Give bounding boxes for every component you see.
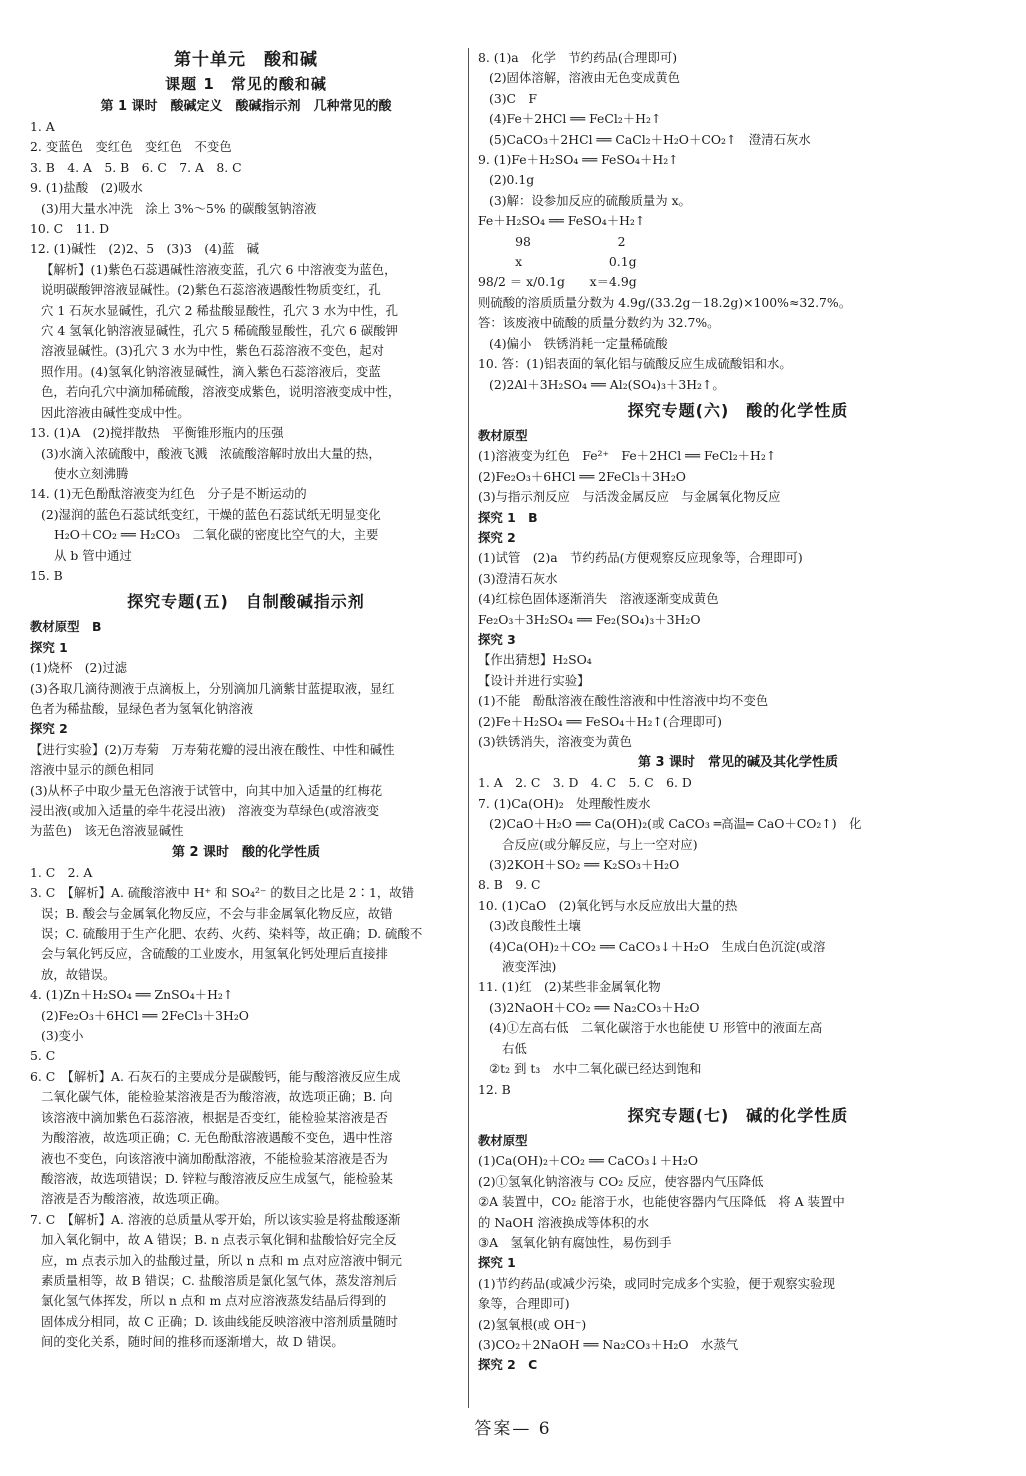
answer-line: 8. (1)a 化学 节约药品(合理即可) — [478, 50, 678, 65]
answer-line: (1)不能 酚酞溶液在酸性溶液和中性溶液中均不变色 — [478, 693, 769, 709]
block-label: 探究 1 — [30, 639, 68, 655]
answer-line: 使水立刻沸腾 — [54, 465, 129, 481]
answer-line: 5. C — [30, 1048, 56, 1064]
answer-line: 应，m 点表示加入的盐酸过量，所以 n 点和 m 点对应溶液中铜元 — [41, 1252, 402, 1268]
block-label: 探究 1 — [478, 1255, 516, 1271]
answer-line: (4)①左高右低 二氧化碳溶于水也能使 U 形管中的液面左高 — [489, 1020, 823, 1036]
left-column — [30, 48, 462, 1353]
topic-title: 探究专题(七) 碱的化学性质 — [627, 1105, 849, 1125]
answer-line: (1)Ca(OH)₂＋CO₂ ══ CaCO₃↓＋H₂O — [478, 1153, 698, 1169]
section-title: 第 1 课时 酸碱定义 酸碱指示剂 几种常见的酸 — [100, 99, 392, 114]
block-label: 探究 1 B — [478, 509, 538, 525]
answer-line: 会与氧化钙反应，含硫酸的工业废水，用氢氧化钙处理后直接排 — [41, 946, 388, 962]
answer-line: 溶液显碱性。(3)孔穴 3 水为中性，紫色石蕊溶液不变色，起对 — [41, 343, 385, 359]
answer-line: (2)2Al＋3H₂SO₄ ══ Al₂(SO₄)₃＋3H₂↑。 — [489, 376, 725, 392]
answer-line: 照作用。(4)氢氧化钠溶液显碱性，滴入紫色石蕊溶液后，变蓝 — [41, 363, 381, 379]
answer-line: 10. C 11. D — [30, 221, 110, 237]
answer-line: 98/2 ＝ x/0.1g x＝4.9g — [478, 274, 637, 290]
answer-line: 3. C 【解析】A. 硫酸溶液中 H⁺ 和 SO₄²⁻ 的数目之比是 2∶1，故错 — [30, 885, 414, 901]
answer-line: 1. A 2. C 3. D 4. C 5. C 6. D — [478, 775, 692, 791]
answer-line: 7. C 【解析】A. 溶液的总质量从零开始，所以该实验是将盐酸逐渐 — [30, 1211, 401, 1227]
answer-line: 氯化氢气体挥发，所以 n 点和 m 点对应溶液蒸发结晶后得到的 — [41, 1293, 387, 1309]
answer-line: 【解析】(1)紫色石蕊遇碱性溶液变蓝，孔穴 6 中溶液变为蓝色， — [41, 261, 397, 277]
answer-line: 合反应(或分解反应，与上一空对应) — [502, 836, 698, 852]
answer-line: (3)2NaOH＋CO₂ ══ Na₂CO₃＋H₂O — [489, 999, 700, 1015]
answer-line: 8. B 9. C — [478, 877, 541, 893]
unit-title: 第十单元 酸和碱 — [174, 50, 318, 70]
answer-line: ②t₂ 到 t₃ 水中二氧化碳已经达到饱和 — [489, 1061, 702, 1077]
answer-line: 素质量相等，故 B 错误；C. 盐酸溶质是氯化氢气体，蒸发溶剂后 — [41, 1272, 398, 1288]
block-label: 探究 2 — [478, 529, 516, 545]
page-footer: 答案— 6 — [474, 1419, 552, 1439]
answer-line: (1)试管 (2)a 节约药品(方便观察反应现象等，合理即可) — [478, 550, 803, 566]
answer-line: (2)固体溶解，溶液由无色变成黄色 — [489, 70, 681, 86]
answer-line: ③A 氢氧化钠有腐蚀性，易伤到手 — [478, 1234, 672, 1250]
answer-line: 【进行实验】(2)万寿菊 万寿菊花瓣的浸出液在酸性、中性和碱性 — [30, 741, 395, 757]
answer-line: 4. (1)Zn＋H₂SO₄ ══ ZnSO₄＋H₂↑ — [30, 987, 234, 1003]
right-column — [478, 48, 998, 1376]
answer-line: 液也不变色，向该溶液中滴加酚酞溶液，不能检验某溶液是否为 — [41, 1150, 388, 1166]
answer-line: (3)水滴入浓硫酸中，酸液飞溅 浓硫酸溶解时放出大量的热， — [41, 445, 381, 461]
answer-line: (2)CaO＋H₂O ══ Ca(OH)₂(或 CaCO₃ ═高温═ CaO＋CO₂↑) 化 — [489, 816, 862, 832]
answer-line: (3)澄清石灰水 — [478, 570, 558, 586]
answer-line: 2. 变蓝色 变红色 变红色 不变色 — [30, 139, 232, 155]
answer-line: (3)C F — [489, 90, 538, 106]
answer-line: (2)湿润的蓝色石蕊试纸变红，干燥的蓝色石蕊试纸无明显变化 — [41, 506, 381, 522]
answer-line: (1)节约药品(或减少污染，或同时完成多个实验，便于观察实验现 — [478, 1275, 835, 1291]
answer-line: 答：该废液中硫酸的质量分数约为 32.7%。 — [478, 315, 720, 331]
answer-line: 说明碳酸钾溶液显碱性。(2)紫色石蕊溶液遇酸性物质变红，孔 — [41, 282, 381, 298]
answer-line: 该溶液中滴加紫色石蕊溶液，根据是否变红，能检验某溶液是否 — [41, 1109, 388, 1125]
answer-line: 3. B 4. A 5. B 6. C 7. A 8. C — [30, 159, 242, 175]
answer-line: 10. 答：(1)铝表面的氧化铝与硫酸反应生成硫酸铝和水。 — [478, 356, 792, 372]
answer-line: 从 b 管中通过 — [54, 547, 132, 563]
section-title: 第 2 课时 酸的化学性质 — [171, 844, 321, 860]
answer-line: (1)溶液变为红色 Fe²⁺ Fe＋2HCl ══ FeCl₂＋H₂↑ — [478, 448, 777, 464]
answer-line: 固体成分相同，故 C 正确；D. 该曲线能反映溶液中溶剂质量随时 — [41, 1313, 398, 1329]
answer-line: 6. C 【解析】A. 石灰石的主要成分是碳酸钙，能与酸溶液反应生成 — [30, 1068, 401, 1084]
answer-line: 【作出猜想】H₂SO₄ — [478, 652, 592, 668]
answer-line: 9. (1)Fe＋H₂SO₄ ══ FeSO₄＋H₂↑ — [478, 152, 679, 168]
block-label: 教材原型 B — [30, 619, 102, 635]
answer-line: 12. (1)碱性 (2)2、5 (3)3 (4)蓝 碱 — [30, 241, 260, 257]
answer-line: (3)各取几滴待测液于点滴板上，分别滴加几滴紫甘蓝提取液，显红 — [30, 680, 395, 696]
answer-line: 为蓝色) 该无色溶液显碱性 — [30, 823, 184, 839]
answer-line: 放，故错误。 — [41, 966, 116, 982]
topic-title: 探究专题(五) 自制酸碱指示剂 — [127, 592, 365, 612]
answer-line: (3)解：设参加反应的硫酸质量为 x。 — [489, 192, 691, 208]
answer-line: 误；C. 硫酸用于生产化肥、农药、火药、染料等，故正确；D. 硫酸不 — [41, 926, 423, 942]
answer-line: (4)Ca(OH)₂＋CO₂ ══ CaCO₃↓＋H₂O 生成白色沉淀(或溶 — [489, 938, 826, 954]
section-title: 第 3 课时 常见的碱及其化学性质 — [637, 755, 839, 771]
answer-line: (2)Fe₂O₃＋6HCl ══ 2FeCl₃＋3H₂O — [478, 468, 686, 484]
block-label: 探究 3 — [478, 631, 516, 647]
answer-line: Fe＋H₂SO₄ ══ FeSO₄＋H₂↑ — [478, 213, 646, 229]
answer-line: 穴 1 石灰水显碱性，孔穴 2 稀盐酸显酸性，孔穴 3 水为中性，孔 — [41, 302, 399, 318]
answer-line: 穴 4 氢氧化钠溶液显碱性，孔穴 5 稀硫酸显酸性，孔穴 6 碳酸钾 — [41, 323, 399, 339]
answer-line: (3)改良酸性土壤 — [489, 918, 581, 934]
answer-line: 浸出液(或加入适量的牵牛花浸出液) 溶液变为草绿色(或溶液变 — [30, 803, 380, 818]
answer-line: (3)与指示剂反应 与活泼金属反应 与金属氧化物反应 — [478, 489, 781, 505]
answer-line: 【设计并进行实验】 — [478, 672, 590, 688]
answer-line: H₂O＋CO₂ ══ H₂CO₃ 二氧化碳的密度比空气的大，主要 — [54, 527, 379, 543]
answer-line: 的 NaOH 溶液换成等体积的水 — [478, 1214, 649, 1230]
answer-line: 因此溶液由碱性变成中性。 — [41, 404, 190, 420]
answer-line: 为酸溶液，故选项正确；C. 无色酚酞溶液遇酸不变色，遇中性溶 — [41, 1130, 393, 1146]
answer-line: 色，若向孔穴中滴加稀硫酸，溶液变成紫色，说明溶液变成中性， — [41, 384, 401, 400]
answer-line: (4)Fe＋2HCl ══ FeCl₂＋H₂↑ — [489, 111, 662, 127]
lesson-title: 课题 1 常见的酸和碱 — [165, 75, 327, 93]
answer-line: (2)①氢氧化钠溶液与 CO₂ 反应，使容器内气压降低 — [478, 1173, 764, 1189]
answer-line: (3)从杯子中取少量无色溶液于试管中，向其中加入适量的红梅花 — [30, 782, 383, 798]
answer-line: (3)变小 — [41, 1028, 84, 1044]
answer-line: 11. (1)红 (2)某些非金属氧化物 — [478, 979, 661, 995]
block-label: 教材原型 — [478, 427, 528, 443]
answer-line: 误；B. 酸会与金属氧化物反应，不会与非金属氧化物反应，故错 — [41, 905, 393, 921]
answer-line: 液变浑浊) — [502, 959, 557, 975]
answer-line: 溶液是否为酸溶液，故选项正确。 — [41, 1191, 227, 1207]
answer-line: 7. (1)Ca(OH)₂ 处理酸性废水 — [478, 795, 651, 811]
answer-line: 溶液中显示的颜色相同 — [30, 762, 154, 778]
block-label: 教材原型 — [478, 1132, 528, 1148]
answer-line: 1. A — [30, 119, 55, 134]
answer-line: (3)CO₂＋2NaOH ══ Na₂CO₃＋H₂O 水蒸气 — [478, 1336, 739, 1352]
answer-line: 10. (1)CaO (2)氧化钙与水反应放出大量的热 — [478, 897, 738, 913]
answer-line: 12. B — [478, 1081, 511, 1097]
block-label: 探究 2 — [30, 721, 68, 737]
block-label: 探究 2 C — [478, 1357, 538, 1373]
answer-line: (3)铁锈消失，溶液变为黄色 — [478, 734, 632, 749]
answer-line: (4)红棕色固体逐渐消失 溶液逐渐变成黄色 — [478, 591, 719, 607]
answer-line: 间的变化关系，随时间的推移而逐渐增大，故 D 错误。 — [41, 1334, 344, 1350]
answer-line: Fe₂O₃＋3H₂SO₄ ══ Fe₂(SO₄)₃＋3H₂O — [478, 611, 701, 627]
answer-line: (3)2KOH＋SO₂ ══ K₂SO₃＋H₂O — [489, 857, 680, 873]
answer-line: 15. B — [30, 567, 63, 583]
answer-line: (2)Fe₂O₃＋6HCl ══ 2FeCl₃＋3H₂O — [41, 1007, 249, 1023]
topic-title: 探究专题(六) 酸的化学性质 — [627, 400, 849, 420]
answer-line: 二氧化碳气体，能检验某溶液是否为酸溶液，故选项正确；B. 向 — [41, 1089, 393, 1105]
answer-line: (1)烧杯 (2)过滤 — [30, 660, 128, 676]
answer-line: (4)偏小 铁锈消耗一定量稀硫酸 — [489, 335, 668, 351]
answer-line: (2)0.1g — [489, 172, 535, 188]
answer-line: 1. C 2. A — [30, 864, 93, 880]
answer-line: x 0.1g — [478, 254, 637, 270]
column-divider — [468, 48, 469, 1408]
answer-line: 13. (1)A (2)搅拌散热 平衡锥形瓶内的压强 — [30, 425, 284, 441]
answer-line: 14. (1)无色酚酞溶液变为红色 分子是不断运动的 — [30, 486, 307, 502]
answer-line: (5)CaCO₃＋2HCl ══ CaCl₂＋H₂O＋CO₂↑ 澄清石灰水 — [489, 131, 811, 147]
answer-line: 加入氧化铜中，故 A 错误；B. n 点表示氧化铜和盐酸恰好完全反 — [41, 1232, 397, 1248]
answer-line: ②A 装置中，CO₂ 能溶于水，也能使容器内气压降低 将 A 装置中 — [478, 1194, 845, 1210]
answer-line: 右低 — [502, 1040, 527, 1056]
answer-line: 象等，合理即可) — [478, 1296, 570, 1312]
answer-line: 色者为稀盐酸，显绿色者为氢氧化钠溶液 — [30, 700, 254, 716]
answer-line: (2)氢氧根(或 OH⁻) — [478, 1316, 587, 1332]
answer-line: (3)用大量水冲洗 涂上 3%～5% 的碳酸氢钠溶液 — [41, 200, 317, 216]
answer-line: 98 2 — [478, 233, 626, 249]
answer-line: 则硫酸的溶质质量分数为 4.9g/(33.2g－18.2g)×100%≈32.7%。 — [478, 294, 852, 310]
answer-line: 酸溶液，故选项错误；D. 锌粒与酸溶液反应生成氢气，能检验某 — [41, 1170, 393, 1186]
answer-line: 9. (1)盐酸 (2)吸水 — [30, 180, 143, 196]
answer-line: (2)Fe＋H₂SO₄ ══ FeSO₄＋H₂↑(合理即可) — [478, 713, 723, 729]
